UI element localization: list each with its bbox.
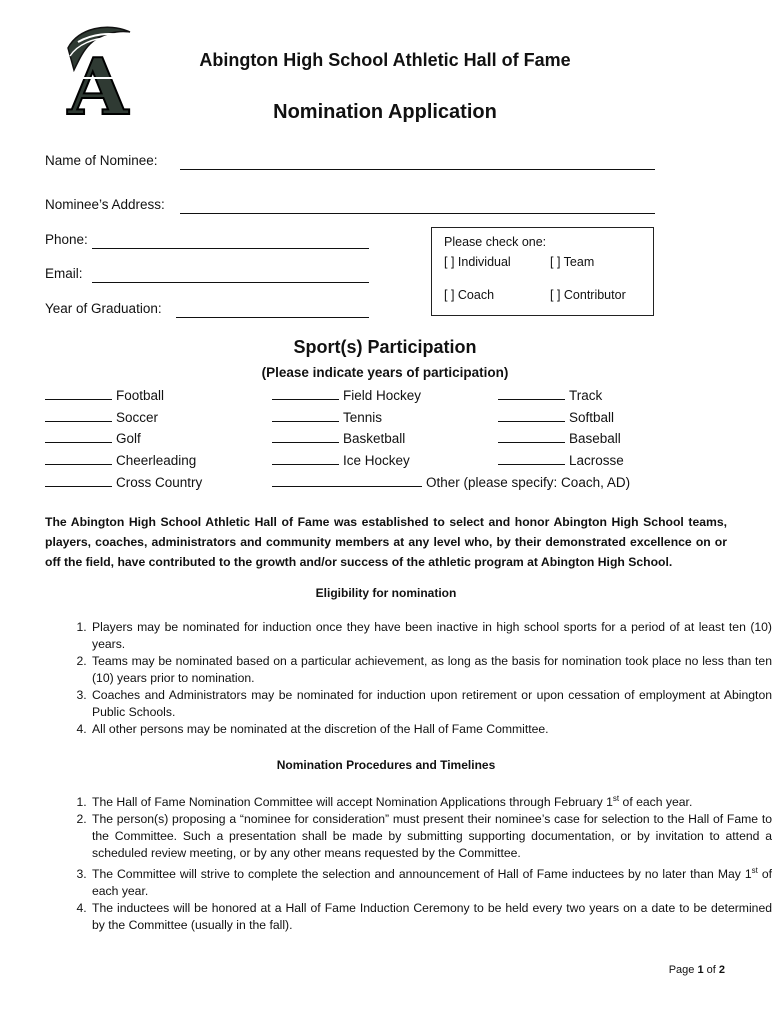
graduation-label: Year of Graduation:: [45, 301, 162, 316]
sport-year-line: [498, 387, 565, 400]
sport-label: Field Hockey: [343, 388, 422, 403]
list-item: 2. Teams may be nominated based on a particular achievement, as long as the basis for nomination took place no less than ten (10) years prior to nomination.: [90, 653, 772, 687]
page-total: 2: [718, 964, 725, 976]
sport-year-line: [45, 387, 112, 400]
logo-letter: A: [67, 42, 129, 133]
list-item-text: The Hall of Fame Nomination Committee will accept Nomination Applications through February 1: [92, 795, 613, 810]
nominee-type-prompt: Please check one:: [444, 235, 547, 249]
list-item: 4. The inductees will be honored at a Hall of Fame Induction Ceremony to be held every two years on a date to be determined by the Committee (usually in the fall).: [90, 900, 772, 934]
page-of: of: [703, 964, 719, 976]
checkbox-team[interactable]: [ ] Team: [550, 255, 595, 269]
sport-label: Cross Country: [116, 475, 203, 490]
sport-year-line: [45, 409, 112, 422]
eligibility-list: [45, 619, 772, 738]
sport-year-line: [498, 409, 565, 422]
sport-label: Football: [116, 388, 165, 403]
list-item-text: The Committee will strive to complete the selection and announcement of Hall of Fame inductees by no later than May 1: [92, 867, 752, 882]
sport-other-line: [272, 474, 422, 487]
sport-year-line: [498, 452, 565, 465]
list-item: 4. All other persons may be nominated at the discretion of the Hall of Fame Committee.: [90, 721, 772, 738]
checkbox-coach[interactable]: [ ] Coach: [444, 288, 495, 302]
sport-entry[interactable]: [45, 474, 202, 490]
sport-entry[interactable]: [272, 430, 405, 446]
nominee-address-field[interactable]: [180, 201, 655, 214]
phone-field[interactable]: [92, 236, 369, 249]
nominee-name-label: Name of Nominee:: [45, 153, 158, 168]
sport-entry[interactable]: [45, 430, 141, 446]
list-item: 2. The person(s) proposing a “nominee for consideration” must present their nominee’s case for selection to the Hall of Fame to the Committee. Such a presentation shall be made by submitting supporting documentation, or by invitation to attend a scheduled review meeting, or by any other means requested by the Committee.: [90, 811, 772, 862]
sport-year-line: [272, 452, 339, 465]
checkbox-individual[interactable]: [ ] Individual: [444, 255, 511, 269]
sport-year-line: [272, 387, 339, 400]
sport-entry[interactable]: [498, 452, 624, 468]
sport-year-line: [272, 430, 339, 443]
sport-label: Softball: [569, 410, 615, 425]
sport-entry[interactable]: [498, 387, 602, 403]
sport-entry[interactable]: [272, 409, 382, 425]
sport-label: Lacrosse: [569, 453, 624, 468]
list-item: 1. Players may be nominated for induction once they have been inactive in high school sports for a period of at least ten (10) years.: [90, 619, 772, 653]
sport-label: Soccer: [116, 410, 159, 425]
sport-other-label: Other (please specify: Coach, AD): [426, 475, 631, 490]
sport-year-line: [272, 409, 339, 422]
list-item: [90, 790, 772, 811]
page-title: Abington High School Athletic Hall of Fame: [199, 50, 571, 70]
sport-year-line: [45, 474, 112, 487]
checkbox-contributor[interactable]: [ ] Contributor: [550, 288, 626, 302]
eligibility-heading: Eligibility for nomination: [315, 586, 457, 600]
email-label: Email:: [45, 266, 83, 281]
nominee-type-box: [431, 227, 654, 316]
sport-entry[interactable]: [45, 452, 196, 468]
sport-label: Basketball: [343, 431, 406, 446]
sport-entry[interactable]: [272, 452, 410, 468]
sports-title: Sport(s) Participation: [293, 337, 477, 357]
sport-label: Tennis: [343, 410, 383, 425]
sport-other-entry[interactable]: [272, 474, 630, 490]
sport-label: Golf: [116, 431, 141, 446]
sport-year-line: [498, 430, 565, 443]
nominee-address-label: Nominee’s Address:: [45, 197, 165, 212]
sport-label: Cheerleading: [116, 453, 197, 468]
intro-paragraph: The Abington High School Athletic Hall of Fame was established to select and honor Abington High School teams, players, coaches, administrators and community members at any level who, by their demonstrated excellence on or off the field, have contributed to the growth and/or success of the athletic program at Abington High School.: [45, 515, 727, 569]
sport-entry[interactable]: [272, 387, 421, 403]
email-field[interactable]: [92, 270, 369, 283]
sport-year-line: [45, 452, 112, 465]
graduation-field[interactable]: [176, 305, 369, 318]
ordinal-suffix: st: [751, 866, 758, 876]
list-item: 3. Coaches and Administrators may be nominated for induction upon retirement or upon cessation of employment at Abington Public Schools.: [90, 687, 772, 721]
sport-label: Track: [569, 388, 603, 403]
sports-subtitle: (Please indicate years of participation): [261, 365, 509, 380]
sport-entry[interactable]: [498, 409, 614, 425]
page-subtitle: Nomination Application: [273, 101, 497, 123]
page-current: 1: [697, 964, 704, 976]
ordinal-suffix: st: [612, 794, 620, 803]
procedures-heading: Nomination Procedures and Timelines: [276, 758, 496, 772]
phone-label: Phone:: [45, 232, 88, 247]
sport-label: Ice Hockey: [343, 453, 410, 468]
list-item-text: of each year.: [619, 795, 693, 810]
sport-entry[interactable]: [45, 387, 164, 403]
sport-label: Baseball: [569, 431, 621, 446]
list-item-text: of each year.: [92, 867, 772, 899]
list-item: [90, 862, 772, 900]
page-number: [669, 964, 725, 976]
sport-entry[interactable]: [498, 430, 621, 446]
procedures-list: [45, 790, 772, 934]
nominee-name-field[interactable]: [180, 157, 655, 170]
page-label: Page: [668, 964, 698, 976]
sport-year-line: [45, 430, 112, 443]
sport-entry[interactable]: [45, 409, 158, 425]
